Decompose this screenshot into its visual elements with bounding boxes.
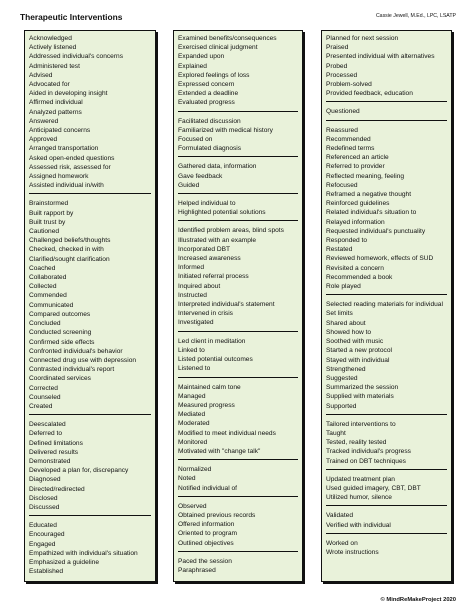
intervention-item: Delivered results xyxy=(29,448,79,456)
intervention-item: Concluded xyxy=(29,320,61,328)
intervention-item: Communicated xyxy=(29,301,74,309)
intervention-item: Empathized with individual's situation xyxy=(29,549,138,557)
page-title: Therapeutic Interventions xyxy=(20,12,123,22)
intervention-item: Reinforced guidelines xyxy=(326,200,390,208)
intervention-item: Cautioned xyxy=(29,228,60,236)
intervention-item: Stayed with individual xyxy=(326,356,390,364)
intervention-group xyxy=(178,464,298,497)
intervention-item: Validated xyxy=(326,512,354,520)
intervention-item: Conducted screening xyxy=(29,329,92,337)
intervention-item: Coached xyxy=(29,264,56,272)
intervention-item: Provided feedback, education xyxy=(326,90,413,98)
intervention-item: Confirmed side effects xyxy=(29,338,95,346)
intervention-item: Analyzed patterns xyxy=(29,108,82,116)
intervention-group xyxy=(178,33,298,112)
intervention-item: Discussed xyxy=(29,503,60,511)
intervention-column-1 xyxy=(24,30,156,582)
intervention-item: Problem-solved xyxy=(326,81,372,89)
intervention-item: Advocated for xyxy=(29,81,70,89)
intervention-group xyxy=(178,161,298,194)
intervention-item: Taught xyxy=(326,429,346,437)
intervention-item: Mediated xyxy=(178,411,206,419)
intervention-group xyxy=(326,474,447,507)
intervention-item: Gathered data, information xyxy=(178,163,257,171)
intervention-item: Addressed individual's concerns xyxy=(29,53,123,61)
intervention-group xyxy=(178,336,298,378)
intervention-item: Explained xyxy=(178,62,207,70)
intervention-group xyxy=(326,299,447,414)
intervention-item: Measured progress xyxy=(178,401,235,409)
intervention-item: Motivated with "change talk" xyxy=(178,447,261,455)
intervention-group xyxy=(178,556,298,578)
intervention-item: Responded to xyxy=(326,237,368,245)
intervention-item: Arranged transportation xyxy=(29,145,99,153)
intervention-item: Encouraged xyxy=(29,531,65,539)
intervention-item: Listed potential outcomes xyxy=(178,356,253,364)
intervention-item: Reframed a negative thought xyxy=(326,191,412,199)
intervention-item: Requested individual's punctuality xyxy=(326,227,426,235)
intervention-item: Educated xyxy=(29,522,57,530)
intervention-item: Coordinated services xyxy=(29,375,91,383)
intervention-item: Extended a deadline xyxy=(178,90,239,98)
intervention-item: Identified problem areas, blind spots xyxy=(178,227,284,235)
intervention-item: Revisited a concern xyxy=(326,264,384,272)
intervention-item: Planned for next session xyxy=(326,35,399,42)
intervention-item: Started a new protocol xyxy=(326,347,392,355)
intervention-item: Reflected meaning, feeling xyxy=(326,172,405,180)
intervention-item: Contrasted individual's report xyxy=(29,366,115,374)
intervention-item: Assisted individual in/with xyxy=(29,182,104,190)
intervention-item: Maintained calm tone xyxy=(178,383,241,391)
intervention-item: Role played xyxy=(326,283,361,291)
intervention-item: Demonstrated xyxy=(29,457,71,465)
intervention-item: Initiated referral process xyxy=(178,273,249,281)
intervention-item: Exercised clinical judgment xyxy=(178,44,258,52)
intervention-item: Confronted individual's behavior xyxy=(29,347,123,355)
intervention-item: Referenced an article xyxy=(326,154,389,162)
intervention-item: Gave feedback xyxy=(178,172,223,180)
intervention-item: Expressed concern xyxy=(178,81,235,89)
intervention-item: Emphasized a guideline xyxy=(29,558,100,566)
intervention-item: Connected drug use with depression xyxy=(29,356,137,364)
intervention-item: Notified individual of xyxy=(178,484,238,492)
copyright-footer: © MindReMakeProject 2020 xyxy=(380,597,456,603)
intervention-item: Recommended xyxy=(326,135,371,143)
intervention-item: Examined benefits/consequences xyxy=(178,35,277,42)
intervention-item: Noted xyxy=(178,475,196,483)
intervention-item: Inquired about xyxy=(178,282,221,290)
intervention-item: Deferred to xyxy=(29,430,62,438)
intervention-item: Paraphrased xyxy=(178,566,216,574)
intervention-item: Supplied with materials xyxy=(326,393,394,401)
intervention-item: Monitored xyxy=(178,438,208,446)
intervention-item: Shared about xyxy=(326,319,366,327)
intervention-group xyxy=(178,382,298,461)
intervention-item: Updated treatment plan xyxy=(326,475,395,483)
intervention-item: Strengthened xyxy=(326,365,366,373)
intervention-item: Questioned xyxy=(326,108,360,116)
intervention-item: Collected xyxy=(29,283,57,291)
intervention-group xyxy=(326,33,447,102)
intervention-item: Corrected xyxy=(29,384,58,392)
intervention-item: Oriented to program xyxy=(178,530,238,538)
intervention-item: Summarized the session xyxy=(326,384,399,392)
intervention-item: Listened to xyxy=(178,365,211,373)
intervention-item: Challenged beliefs/thoughts xyxy=(29,237,111,245)
intervention-item: Reassured xyxy=(326,126,358,134)
intervention-group xyxy=(326,538,447,560)
intervention-group xyxy=(178,501,298,552)
intervention-item: Probed xyxy=(326,62,348,70)
intervention-item: Refocused xyxy=(326,181,358,189)
intervention-item: Acknowledged xyxy=(29,35,72,42)
intervention-item: Incorporated DBT xyxy=(178,245,231,253)
intervention-item: Showed how to xyxy=(326,328,372,336)
intervention-item: Used guided imagery, CBT, DBT xyxy=(326,484,421,492)
intervention-item: Interpreted individual's statement xyxy=(178,301,275,309)
intervention-item: Aided in developing insight xyxy=(29,90,108,98)
intervention-item: Assigned homework xyxy=(29,173,89,181)
intervention-item: Offered information xyxy=(178,521,235,529)
intervention-item: Defined limitations xyxy=(29,439,83,447)
intervention-item: Highlighted potential solutions xyxy=(178,209,266,217)
intervention-item: Set limits xyxy=(326,310,353,318)
intervention-group xyxy=(29,520,151,579)
intervention-item: Familiarized with medical history xyxy=(178,126,273,134)
intervention-item: Observed xyxy=(178,502,207,510)
intervention-item: Brainstormed xyxy=(29,200,69,208)
intervention-item: Facilitated discussion xyxy=(178,117,241,125)
intervention-item: Moderated xyxy=(178,420,210,428)
intervention-item: Instructed xyxy=(178,291,207,299)
intervention-item: Diagnosed xyxy=(29,476,61,484)
intervention-item: Presented individual with alternatives xyxy=(326,53,435,61)
intervention-item: Asked open-ended questions xyxy=(29,154,115,162)
intervention-item: Normalized xyxy=(178,466,212,474)
intervention-item: Evaluated progress xyxy=(178,99,235,107)
intervention-item: Collaborated xyxy=(29,274,67,282)
intervention-item: Praised xyxy=(326,44,349,52)
intervention-group xyxy=(29,33,151,194)
intervention-item: Formulated diagnosis xyxy=(178,145,242,153)
intervention-item: Disclosed xyxy=(29,494,58,502)
intervention-item: Investigated xyxy=(178,319,214,327)
intervention-item: Approved xyxy=(29,136,58,144)
intervention-item: Relayed information xyxy=(326,218,385,226)
intervention-column-2 xyxy=(173,30,303,582)
intervention-item: Trained on DBT techniques xyxy=(326,457,406,465)
intervention-item: Reviewed homework, effects of SUD xyxy=(326,255,434,263)
intervention-column-3 xyxy=(321,30,452,582)
intervention-item: Affirmed individual xyxy=(29,99,83,107)
intervention-item: Soothed with music xyxy=(326,338,384,346)
intervention-item: Checked, checked in with xyxy=(29,246,104,254)
intervention-group xyxy=(178,225,298,331)
intervention-item: Selected reading materials for individual xyxy=(326,301,443,309)
intervention-item: Assessed risk, assessed for xyxy=(29,163,111,171)
intervention-group xyxy=(178,116,298,158)
intervention-item: Wrote instructions xyxy=(326,548,379,556)
intervention-item: Managed xyxy=(178,392,206,400)
intervention-item: Advised xyxy=(29,71,53,79)
intervention-item: Redefined terms xyxy=(326,145,375,153)
intervention-item: Suggested xyxy=(326,374,358,382)
intervention-item: Expanded upon xyxy=(178,53,225,61)
intervention-item: Guided xyxy=(178,181,200,189)
intervention-item: Linked to xyxy=(178,346,205,354)
intervention-item: Restated xyxy=(326,246,353,254)
intervention-item: Explored feelings of loss xyxy=(178,71,250,79)
intervention-item: Created xyxy=(29,402,53,410)
intervention-item: Modified to meet individual needs xyxy=(178,429,276,437)
intervention-item: Tested, reality tested xyxy=(326,439,387,447)
intervention-item: Built rapport by xyxy=(29,209,74,217)
intervention-item: Helped individual to xyxy=(178,200,236,208)
author-credit: Cassie Jewell, M.Ed., LPC, LSATP xyxy=(375,13,456,19)
intervention-item: Answered xyxy=(29,117,59,125)
intervention-item: Paced the session xyxy=(178,557,232,565)
intervention-item: Focused on xyxy=(178,136,213,144)
intervention-item: Tracked individual's progress xyxy=(326,448,411,456)
intervention-item: Illustrated with an example xyxy=(178,236,257,244)
intervention-item: Utilized humor, silence xyxy=(326,494,392,502)
intervention-item: Informed xyxy=(178,264,205,272)
intervention-item: Counseled xyxy=(29,393,61,401)
intervention-item: Increased awareness xyxy=(178,255,241,263)
intervention-item: Tailored interventions to xyxy=(326,420,396,428)
intervention-item: Established xyxy=(29,568,64,576)
intervention-item: Engaged xyxy=(29,540,56,548)
intervention-item: Supported xyxy=(326,402,357,410)
intervention-item: Worked on xyxy=(326,539,358,547)
intervention-item: Built trust by xyxy=(29,218,66,226)
intervention-item: Commended xyxy=(29,292,67,300)
intervention-item: Directed/redirected xyxy=(29,485,85,493)
intervention-group xyxy=(326,510,447,533)
intervention-item: Clarified/sought clarification xyxy=(29,255,110,263)
intervention-item: Led client in meditation xyxy=(178,337,246,345)
intervention-item: Intervened in crisis xyxy=(178,310,233,318)
intervention-item: Referred to provider xyxy=(326,163,385,171)
intervention-item: Anticipated concerns xyxy=(29,127,91,135)
intervention-item: Administered test xyxy=(29,62,80,70)
intervention-item: Deescalated xyxy=(29,421,66,429)
intervention-item: Developed a plan for, discrepancy xyxy=(29,467,129,475)
intervention-item: Related individual's situation to xyxy=(326,209,417,217)
intervention-group xyxy=(178,198,298,221)
intervention-item: Recommended a book xyxy=(326,273,393,281)
intervention-group xyxy=(29,419,151,516)
intervention-item: Actively listened xyxy=(29,44,77,52)
intervention-item: Verified with individual xyxy=(326,521,391,529)
intervention-group xyxy=(326,125,447,296)
intervention-group xyxy=(326,106,447,120)
intervention-item: Compared outcomes xyxy=(29,310,91,318)
intervention-item: Outlined objectives xyxy=(178,539,234,547)
intervention-group xyxy=(29,198,151,415)
intervention-item: Processed xyxy=(326,71,358,79)
intervention-group xyxy=(326,419,447,470)
intervention-item: Obtained previous records xyxy=(178,511,256,519)
